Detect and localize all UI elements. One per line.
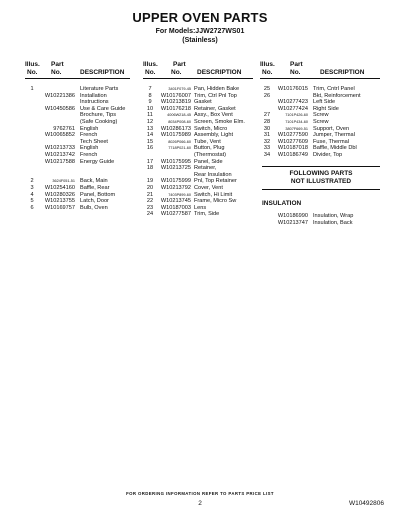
part-description: Panel, Bottom xyxy=(80,191,116,198)
part-row xyxy=(260,220,380,227)
part-row xyxy=(25,145,130,152)
part-row xyxy=(25,165,130,172)
illus-number: 23 xyxy=(146,204,154,211)
part-row xyxy=(143,198,253,205)
part-row xyxy=(143,93,253,100)
part-row xyxy=(25,185,130,192)
part-description: French xyxy=(80,132,98,139)
illus-number: 8 xyxy=(148,92,152,99)
part-row xyxy=(260,93,380,100)
part-description: Insulation, Wrap xyxy=(313,213,354,219)
part-description: Bulb, Oven xyxy=(80,204,108,211)
part-row xyxy=(25,192,130,199)
column-header xyxy=(143,60,253,79)
part-description: (Thermostat) xyxy=(194,151,227,158)
illus-number: 30 xyxy=(263,125,271,132)
part-row xyxy=(143,132,253,139)
part-row xyxy=(260,126,380,133)
part-description: Rear Insulation xyxy=(194,171,232,178)
part-number: W10213755 xyxy=(44,198,75,205)
header-illus-no: No. xyxy=(262,69,273,76)
part-number: 7101P426-60 xyxy=(285,113,308,118)
header-part-no: No. xyxy=(51,69,62,76)
part-description: English xyxy=(80,145,99,152)
part-number: W10186749 xyxy=(277,151,308,158)
part-number: W10254160 xyxy=(44,184,75,191)
part-description: Bkt, Reinforcement xyxy=(313,92,361,99)
illus-number: 16 xyxy=(146,145,154,152)
section-divider xyxy=(262,189,380,190)
part-description: Jumper, Thermal xyxy=(313,132,355,139)
column-header xyxy=(260,60,380,79)
header-part: Part xyxy=(290,61,303,68)
part-description: Button, Plug xyxy=(194,145,225,152)
part-row xyxy=(260,106,380,113)
column-header xyxy=(25,60,130,79)
header-illus: Illus. xyxy=(260,61,275,68)
parts-list xyxy=(143,86,253,218)
part-description: Screen, Smoke Elm. xyxy=(194,118,245,125)
model-subtitle: For Models:JJW2727WS01 xyxy=(155,28,245,35)
part-row xyxy=(143,112,253,119)
illus-number: 33 xyxy=(263,145,271,152)
illus-number: 13 xyxy=(146,125,154,132)
part-number: W10277590 xyxy=(277,132,308,139)
parts-column-2 xyxy=(143,60,253,218)
part-number: 8026P066-60 xyxy=(168,139,191,144)
illus-number: 34 xyxy=(263,151,271,158)
part-description: Instructions xyxy=(80,99,109,106)
parts-list xyxy=(260,86,380,159)
part-number: W10213819 xyxy=(160,99,191,106)
part-description: Brochure, Tips xyxy=(80,112,117,119)
parts-column-3 xyxy=(260,60,380,159)
part-row xyxy=(143,145,253,152)
part-row xyxy=(260,132,380,139)
part-description: Tech Sheet xyxy=(80,138,108,145)
part-number: W10277424 xyxy=(277,105,308,112)
part-number: W10176015 xyxy=(277,86,308,92)
part-number: 8034P008-60 xyxy=(168,119,191,124)
part-row xyxy=(260,213,380,220)
illus-number: 32 xyxy=(263,138,271,145)
part-row xyxy=(25,205,130,212)
illus-number: 25 xyxy=(263,86,271,92)
part-row xyxy=(143,152,253,159)
part-number: W10213792 xyxy=(160,184,191,191)
part-row xyxy=(143,159,253,166)
header-illus: Illus. xyxy=(25,61,40,68)
part-number: 3807F669-51 xyxy=(285,126,308,131)
part-row xyxy=(143,119,253,126)
header-part: Part xyxy=(173,61,186,68)
illus-number: 27 xyxy=(263,112,271,119)
part-row xyxy=(25,132,130,139)
part-description: Use & Care Guide xyxy=(80,105,126,112)
part-description: Gasket xyxy=(194,99,212,106)
part-description: Left Side xyxy=(313,99,336,106)
part-row xyxy=(260,119,380,126)
part-number: W10213725 xyxy=(160,165,191,172)
insulation-list xyxy=(260,213,380,226)
part-description: Trim, Ctrl Pnl Top xyxy=(194,92,237,99)
not-illustrated-title: NOT ILLUSTRATED xyxy=(290,178,352,185)
part-description: Latch, Door xyxy=(80,198,109,205)
part-row xyxy=(143,165,253,172)
illus-number: 1 xyxy=(30,86,34,92)
part-number: W10213742 xyxy=(44,151,75,158)
part-description: Literature Parts xyxy=(80,86,119,92)
page-number: 2 xyxy=(198,500,202,507)
part-number: W10176007 xyxy=(160,92,191,99)
part-row xyxy=(25,198,130,205)
part-description: Panel, Side xyxy=(194,158,223,165)
illus-number: 7 xyxy=(148,86,152,92)
part-description: Installation xyxy=(80,92,107,99)
part-number: W10217588 xyxy=(44,158,75,165)
header-part-no: No. xyxy=(171,69,182,76)
part-row xyxy=(25,139,130,146)
part-number: W10176218 xyxy=(160,105,191,112)
part-description: Frame, Micro Sw xyxy=(194,198,237,205)
illus-number: 21 xyxy=(146,191,154,198)
part-description: Retainer, xyxy=(194,165,217,172)
part-number: W10187018 xyxy=(277,145,308,152)
part-row xyxy=(25,152,130,159)
illus-number: 6 xyxy=(30,204,34,211)
part-number: W10175999 xyxy=(160,178,191,185)
illus-number: 10 xyxy=(146,105,154,112)
illus-number: 19 xyxy=(146,178,154,185)
illus-number: 22 xyxy=(146,198,154,205)
part-description: French xyxy=(80,151,98,158)
ordering-note: FOR ORDERING INFORMATION REFER TO PARTS PRICE LIST xyxy=(126,491,274,496)
part-number: W10450586 xyxy=(44,105,75,112)
part-row xyxy=(25,106,130,113)
part-number: W10280326 xyxy=(44,191,75,198)
illus-number: 4 xyxy=(30,191,34,198)
part-row xyxy=(260,152,380,159)
part-number: W10175989 xyxy=(160,132,191,139)
part-number: W10065852 xyxy=(44,132,75,139)
part-row xyxy=(260,86,380,93)
part-description: Fuse, Thermal xyxy=(313,138,349,145)
part-description: Pan, Hidden Bake xyxy=(194,86,240,92)
part-description: Screw xyxy=(313,118,329,125)
part-row xyxy=(143,192,253,199)
part-row xyxy=(143,172,253,179)
part-description: Tube, Vent xyxy=(194,138,221,145)
part-number: W10213733 xyxy=(44,145,75,152)
part-description: Baffle, Middle Dbl xyxy=(313,145,357,152)
illus-number: 15 xyxy=(146,138,154,145)
part-description: Switch, Hi Limit xyxy=(194,191,233,198)
part-number: W10169757 xyxy=(44,204,75,211)
part-row xyxy=(25,86,130,93)
part-number: 7718P021-60 xyxy=(168,146,191,151)
part-description: Assy., Box Vent xyxy=(194,112,233,119)
page-title: UPPER OVEN PARTS xyxy=(132,10,268,25)
part-row xyxy=(25,93,130,100)
part-number: 9762761 xyxy=(53,125,75,132)
part-row xyxy=(143,139,253,146)
part-number: W10221386 xyxy=(44,92,75,99)
document-number: W10492806 xyxy=(348,500,384,507)
header-part: Part xyxy=(51,61,64,68)
part-row xyxy=(25,112,130,119)
part-row xyxy=(25,172,130,179)
following-parts-title: FOLLOWING PARTS xyxy=(289,170,353,177)
illus-number: 9 xyxy=(148,99,152,106)
part-number: W10186990 xyxy=(277,213,308,219)
part-number: W10277609 xyxy=(277,138,308,145)
header-illus-no: No. xyxy=(27,69,38,76)
header-illus: Illus. xyxy=(143,61,158,68)
part-number: W10213747 xyxy=(277,219,308,226)
part-description: Pnl, Top Retainer xyxy=(194,178,237,185)
part-number: W10277423 xyxy=(277,99,308,106)
part-description: Retainer, Gasket xyxy=(194,105,236,112)
illus-number: 18 xyxy=(146,165,154,172)
part-row xyxy=(25,178,130,185)
finish-subtitle: (Stainless) xyxy=(182,37,218,44)
part-number: 7403P899-60 xyxy=(168,192,191,197)
part-number: W10277587 xyxy=(160,211,191,218)
illus-number: 24 xyxy=(146,211,154,218)
header-illus-no: No. xyxy=(145,69,156,76)
parts-list xyxy=(25,86,130,211)
illus-number: 28 xyxy=(263,118,271,125)
part-description: Lens xyxy=(194,204,207,211)
part-row xyxy=(143,86,253,93)
part-row xyxy=(143,205,253,212)
part-number: 4006W218-45 xyxy=(167,113,191,118)
part-description: Right Side xyxy=(313,105,339,112)
part-row xyxy=(25,159,130,166)
part-description: Trim, Cntrl Panel xyxy=(313,86,355,92)
part-description: Cover, Vent xyxy=(194,184,223,191)
illus-number: 11 xyxy=(147,112,153,119)
part-row xyxy=(260,139,380,146)
part-number: 7101P434-60 xyxy=(285,119,308,124)
part-row xyxy=(143,126,253,133)
part-description: Divider, Top xyxy=(313,151,343,158)
section-divider xyxy=(262,166,380,167)
header-description: DESCRIPTION xyxy=(197,69,242,76)
part-row xyxy=(260,99,380,106)
part-description: Screw xyxy=(313,112,329,119)
part-row xyxy=(143,106,253,113)
part-number: W10187003 xyxy=(160,204,191,211)
part-row xyxy=(143,99,253,106)
part-number: W10175995 xyxy=(160,158,191,165)
part-row xyxy=(143,185,253,192)
part-row xyxy=(143,178,253,185)
insulation-heading: INSULATION xyxy=(262,200,302,207)
part-description: Baffle, Rear xyxy=(80,184,110,191)
illus-number: 3 xyxy=(30,184,34,191)
part-description: Back, Main xyxy=(80,178,108,185)
part-row xyxy=(143,211,253,218)
part-description: (Safe Cooking) xyxy=(80,118,118,125)
header-description: DESCRIPTION xyxy=(80,69,125,76)
insulation-column xyxy=(260,206,380,226)
part-row xyxy=(260,112,380,119)
part-number: W10286173 xyxy=(160,125,191,132)
part-number: 3624F051-51 xyxy=(52,179,75,184)
illus-number: 26 xyxy=(263,92,271,99)
part-description: Insulation, Back xyxy=(313,219,353,226)
illus-number: 2 xyxy=(30,178,34,185)
part-row xyxy=(260,145,380,152)
header-description: DESCRIPTION xyxy=(320,69,365,76)
part-description: Switch, Micro xyxy=(194,125,228,132)
illus-number: 17 xyxy=(146,158,154,165)
header-part-no: No. xyxy=(290,69,301,76)
part-row xyxy=(25,119,130,126)
part-description: Support, Oven xyxy=(313,125,350,132)
part-description: English xyxy=(80,125,99,132)
part-row xyxy=(25,126,130,133)
part-row xyxy=(25,99,130,106)
illus-number: 31 xyxy=(263,132,271,139)
part-number: 3401F079-45 xyxy=(168,87,191,91)
part-description: Assembly, Light xyxy=(194,132,234,139)
part-number: W10213745 xyxy=(160,198,191,205)
illus-number: 14 xyxy=(146,132,154,139)
illus-number: 5 xyxy=(30,198,34,205)
illus-number: 20 xyxy=(146,184,154,191)
parts-column-1 xyxy=(25,60,130,211)
part-description: Energy Guide xyxy=(80,158,115,165)
illus-number: 12 xyxy=(146,118,154,125)
part-description: Trim, Side xyxy=(194,211,220,218)
